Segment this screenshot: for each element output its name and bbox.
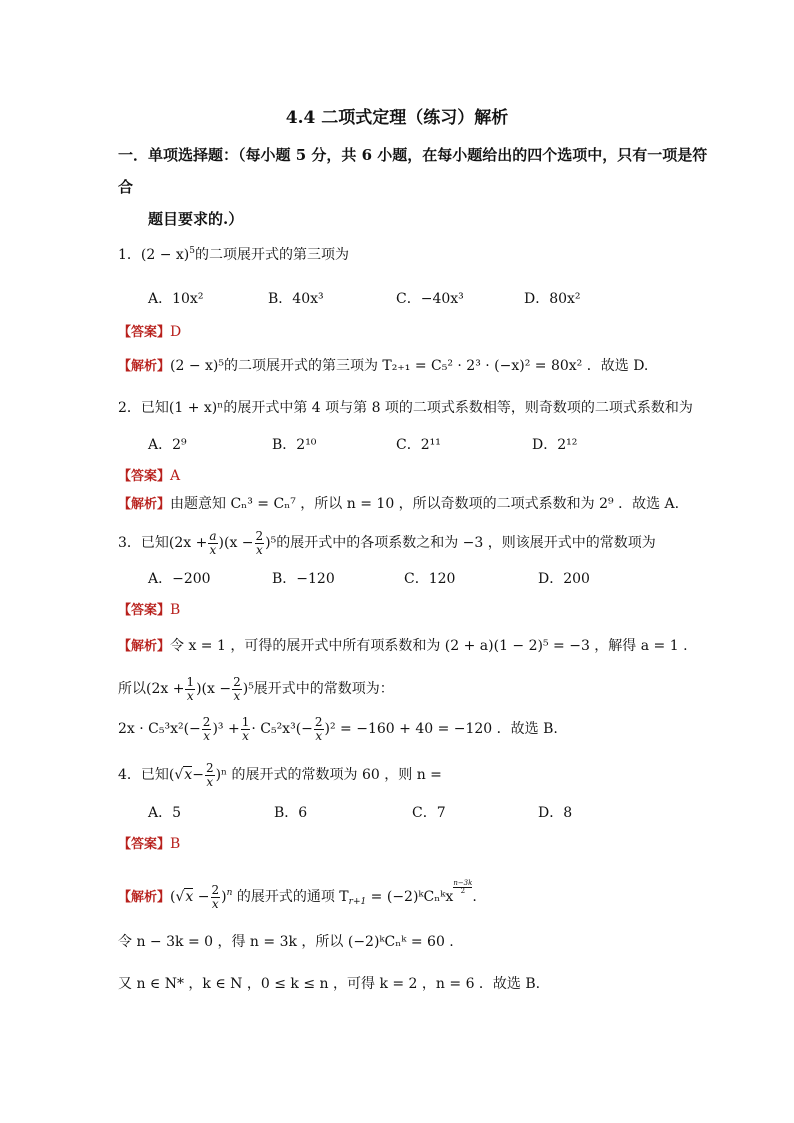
q1-option-d: D．80x² — [524, 291, 581, 307]
q2-option-a: A．2⁹ — [148, 437, 187, 453]
section-heading-line2: 合 — [118, 178, 134, 196]
q3-c-frac3-den: x — [315, 728, 323, 743]
section-heading-line1: 一．单项选择题：（每小题 5 分，共 6 小题，在每小题给出的四个选项中，只有一项是符 — [118, 146, 708, 164]
q4-a-frac-num: 2 — [211, 882, 220, 897]
q4-analysis-line2: 令 n − 3k = 0 ，得 n = 3k ，所以 (−2)ᵏCₙᵏ = 60 . — [118, 934, 454, 950]
q4-analysis-close: )$^n$ — [221, 888, 233, 905]
q3-frac2-num: 2 — [255, 529, 264, 543]
q3-option-a: A．−200 — [148, 571, 211, 587]
q3-stem-mid: )(x − — [218, 535, 254, 552]
q3-analysis-fraction-1-over-x — [185, 676, 195, 702]
answer-label: 【答案】 — [118, 837, 171, 852]
section-heading-line3: 题目要求的.） — [148, 210, 244, 228]
q4-sqrt-x: √x — [174, 767, 193, 784]
q2-answer-line — [118, 468, 180, 485]
q4-answer-line — [118, 836, 180, 853]
q1-option-a: A．10x² — [148, 291, 204, 307]
question-2-stem: 2．已知(1 + x)ⁿ的展开式中第 4 项与第 8 项的二项式系数相等，则奇数项的二项式系数和为 — [118, 400, 693, 416]
q1-option-b: B．40x³ — [268, 291, 324, 307]
q3-answer: B — [170, 602, 181, 618]
q4-analysis-1-sub: r+1 — [348, 897, 367, 907]
answer-label: 【答案】 — [118, 469, 171, 484]
q2-option-c: C．2¹¹ — [396, 437, 441, 453]
q3-analysis-3-mid2: · C₅²x³(− — [251, 721, 313, 738]
q3-c-frac3-num: 2 — [314, 715, 323, 729]
q3-a-frac-num: 1 — [186, 675, 195, 689]
q2-option-d: D．2¹² — [532, 437, 578, 453]
page-title: 4.4 二项式定理（练习）解析 — [285, 108, 509, 128]
q4-frac-den: x — [206, 774, 214, 789]
q3-a-frac2-den: x — [233, 688, 241, 703]
q4-frac-num: 2 — [205, 761, 214, 775]
q3-analysis-2-pre: 所以(2x + — [118, 681, 185, 698]
q3-calc-fraction-1-over-x — [241, 716, 251, 742]
q3-c-frac2-num: 1 — [241, 715, 250, 729]
q3-answer-line — [118, 602, 180, 619]
q4-answer: B — [170, 836, 181, 852]
q3-analysis-line1 — [118, 638, 688, 655]
q4-exponent-fraction — [453, 880, 472, 895]
q3-calc-fraction-2-over-x-b — [314, 716, 324, 742]
q4-stem-mid: − — [192, 767, 204, 784]
question-4-stem — [118, 762, 442, 788]
q3-analysis-fraction-2-over-x — [232, 676, 242, 702]
q4-fraction-2-over-x — [205, 762, 215, 788]
analysis-label: 【解析】 — [118, 639, 171, 654]
q3-calc-fraction-2-over-x-a — [202, 716, 212, 742]
q4-analysis-1-end: . — [472, 889, 477, 905]
q3-a-frac-den: x — [186, 688, 194, 703]
q3-frac-num: a — [209, 529, 217, 543]
question-3-stem — [118, 530, 656, 556]
answer-label: 【答案】 — [118, 603, 171, 618]
q4-option-c: C．7 — [412, 805, 446, 821]
q4-analysis-line3: 又 n ∈ N* ，k ∈ N ，0 ≤ k ≤ n ，可得 k = 2 ，n = 6 ．故选 B. — [118, 976, 541, 992]
q3-option-d: D．200 — [538, 571, 590, 587]
q3-analysis-line2 — [118, 676, 394, 702]
analysis-label: 【解析】 — [118, 890, 171, 905]
q3-analysis-3-post: )² = −160 + 40 = −120 ．故选 B. — [324, 721, 558, 738]
q3-analysis-3-mid1: )³ + — [212, 721, 240, 738]
q4-analysis-1-mid: 的展开式的通项 T — [236, 889, 349, 905]
q3-c-frac-den: x — [203, 728, 210, 743]
q4-stem-post: )ⁿ 的展开式的常数项为 60 ，则 n = — [215, 767, 442, 784]
q4-analysis-fraction-2-over-x — [211, 884, 221, 910]
q4-stem-pre: 4．已知( — [118, 767, 175, 784]
q3-a-frac2-num: 2 — [233, 675, 241, 689]
q1-stem-exp: 5 — [189, 246, 195, 256]
q1-analysis: (2 − x)⁵的二项展开式的第三项为 T₂₊₁ = C₅² · 2³ · (−x)² = 80x² ．故选 D. — [170, 358, 649, 374]
q3-analysis-2-mid: )(x − — [196, 681, 232, 698]
q3-option-c: C．120 — [404, 571, 456, 587]
q4-analysis-line1 — [118, 880, 477, 910]
q1-option-c: C．−40x³ — [396, 291, 464, 307]
q2-answer: A — [170, 468, 181, 484]
q3-fraction-2-over-x — [255, 530, 265, 556]
q4-exp-num: n−3k — [453, 879, 473, 887]
q1-analysis-line — [118, 358, 648, 375]
q3-analysis-3-pre: 2x · C₅³x²(− — [118, 721, 201, 738]
q3-analysis-line3 — [118, 716, 558, 742]
q1-answer: D — [170, 324, 182, 340]
q2-analysis: 由题意知 Cₙ³ = Cₙ⁷ ，所以 n = 10 ，所以奇数项的二项式系数和为 2⁹ ．故选 A. — [170, 496, 680, 512]
q2-option-b: B．2¹⁰ — [272, 437, 317, 453]
analysis-label: 【解析】 — [118, 497, 171, 512]
q4-option-a: A．5 — [148, 805, 182, 821]
q3-stem-post: )⁵的展开式中的各项系数之和为 −3 ，则该展开式中的常数项为 — [265, 535, 656, 552]
q1-stem-post: 的二项展开式的第三项为 — [195, 247, 349, 263]
q1-stem-pre: 1．(2 − x) — [118, 247, 190, 263]
q3-c-frac-num: 2 — [202, 715, 211, 729]
answer-label: 【答案】 — [118, 325, 171, 340]
q1-answer-line — [118, 324, 181, 341]
q4-analysis-1-post: = (−2)ᵏCₙᵏx — [366, 889, 454, 905]
q2-analysis-line — [118, 496, 679, 513]
q3-c-frac2-den: x — [242, 728, 249, 743]
q4-a-frac-den: x — [211, 896, 219, 911]
q3-stem-pre: 3．已知(2x + — [118, 535, 208, 552]
q4-option-b: B．6 — [274, 805, 308, 821]
q4-option-d: D．8 — [538, 805, 573, 821]
q3-option-b: B．−120 — [272, 571, 335, 587]
q4-exp-den: 2 — [460, 887, 466, 895]
q3-frac2-den: x — [255, 542, 263, 557]
q3-analysis-1: 令 x = 1 ，可得的展开式中所有项系数和为 (2 + a)(1 − 2)⁵ = −3 ，解得 a = 1 . — [170, 638, 688, 654]
q3-frac-den: x — [209, 542, 217, 557]
q3-analysis-2-post: )⁵展开式中的常数项为： — [242, 681, 394, 698]
analysis-label: 【解析】 — [118, 359, 171, 374]
question-1-stem — [118, 246, 349, 264]
q3-fraction-a-over-x — [208, 530, 217, 556]
q4-analysis-open: (√x − — [170, 889, 210, 905]
